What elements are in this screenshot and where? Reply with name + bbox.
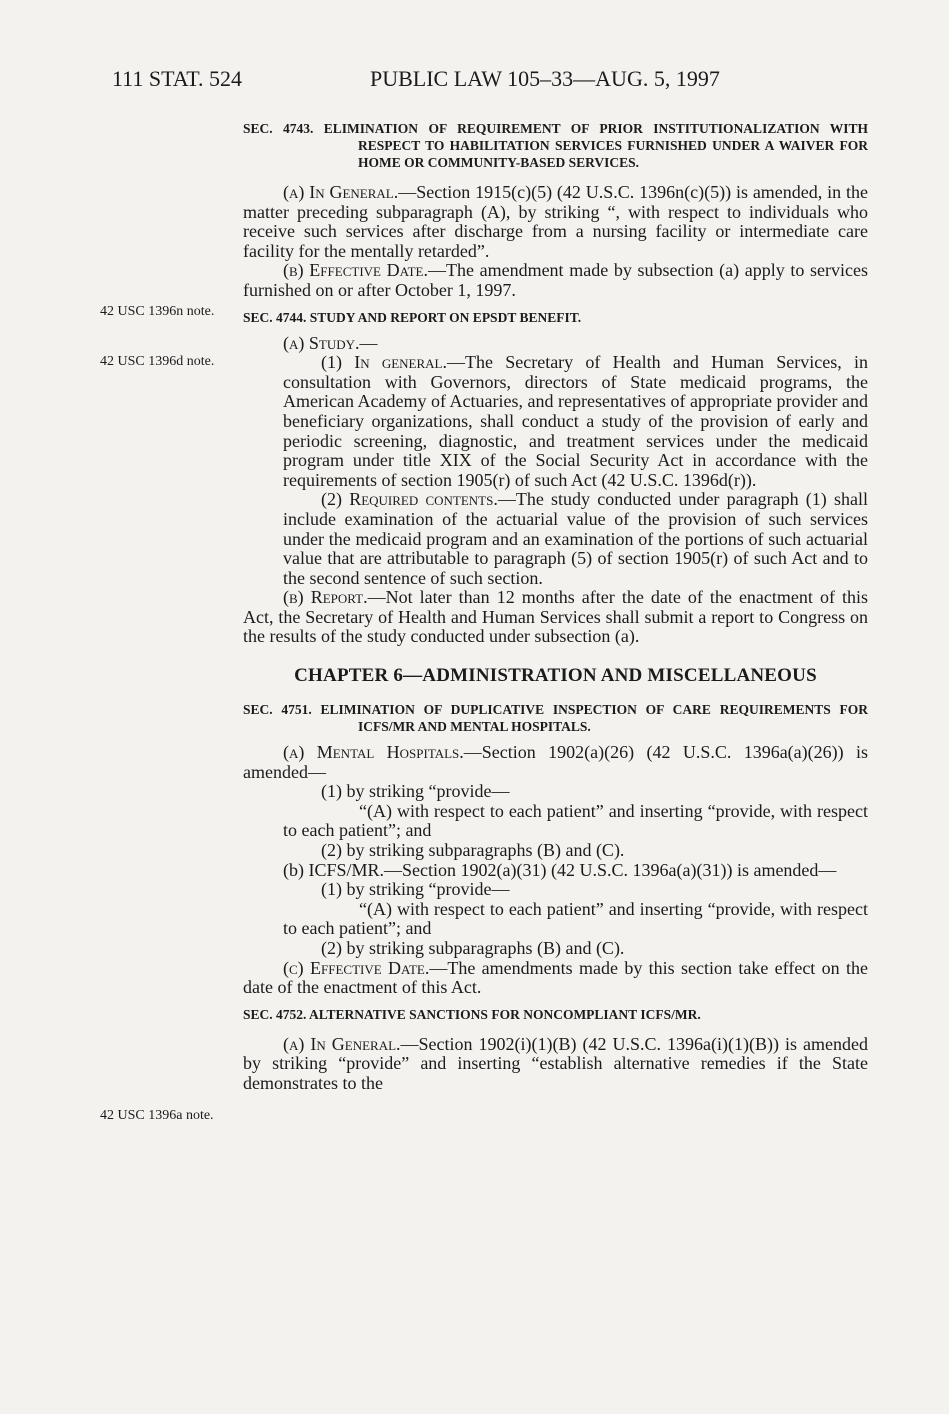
paragraph-text: —The study conducted under paragraph (1) shall include examination of the actuarial value of the provision of such services under the medicaid program and an examination of the portions of such actuarial value that are attributable to paragraph (5) of section 1905(r) of such Act and to the second sentence of such section. bbox=[283, 489, 868, 588]
page-stat-header: 111 STAT. 524 bbox=[112, 66, 243, 91]
section-4752-subsection-a bbox=[243, 1035, 868, 1094]
subsection-text: — bbox=[359, 332, 378, 353]
section-4751-heading: SEC. 4751. ELIMINATION OF DUPLICATIVE INSPECTION OF CARE REQUIREMENTS FOR ICFS/MR AND MENTAL HOSPITALS. bbox=[243, 702, 868, 735]
paragraph-text: —The Secretary of Health and Human Services, in consultation with Governors, directors of State medicaid programs, the American Academy of Actuaries, and representatives of appropriate provider and beneficiary organizations, shall conduct a study of the provision of early and periodic screening, diagnostic, and treatment services under the medicaid program under title XIX of the Social Security Act in accordance with the requirements of section 1905(r) of such Act (42 U.S.C. 1396d(r)). bbox=[283, 352, 869, 490]
subsection-label: (c) Effective Date. bbox=[283, 957, 430, 978]
subsection-label: (a) Study. bbox=[283, 332, 360, 353]
subsection-text: —Section 1915(c)(5) (42 U.S.C. 1396n(c)(5)) is amended, in the matter preceding subparagraph (A), by striking “, with respect to individuals who receive such services after discharge from a nursing facility or intermediate care facility for the mentally retarded”. bbox=[243, 182, 868, 261]
section-4744-heading: SEC. 4744. STUDY AND REPORT ON EPSDT BENEFIT. bbox=[243, 309, 582, 325]
section-4744-subsection-a bbox=[243, 334, 868, 354]
margin-note-1396d: 42 USC 1396d note. bbox=[100, 354, 215, 369]
section-4751-a-paragraph-1: (1) by striking “provide— bbox=[321, 781, 510, 802]
paragraph-label: (2) Required contents. bbox=[321, 489, 498, 510]
section-4751-subsection-a bbox=[243, 743, 868, 782]
subsection-text: —Section 1902(a)(26) (42 U.S.C. 1396a(a)(26)) is amended— bbox=[243, 742, 869, 782]
subsection-label: (a) In General. bbox=[283, 182, 399, 202]
subsection-label: (b) Effective Date. bbox=[283, 260, 428, 281]
margin-note-1396n: 42 USC 1396n note. bbox=[100, 304, 215, 319]
subsection-text: —Section 1902(a)(31) (42 U.S.C. 1396a(a)(31)) is amended— bbox=[384, 859, 837, 880]
subsection-label: (a) In General. bbox=[283, 1033, 401, 1054]
subsection-label: (b) Report. bbox=[283, 587, 368, 608]
subsection-text: —Section 1902(i)(1)(B) (42 U.S.C. 1396a(i)(1)(B)) is amended by striking “provide” and inserting “establish alternative remedies if the State demonstrates to the bbox=[243, 1033, 868, 1093]
section-4752-heading: SEC. 4752. ALTERNATIVE SANCTIONS FOR NONCOMPLIANT ICFS/MR. bbox=[243, 1006, 701, 1022]
section-4751-subsection-b bbox=[243, 861, 868, 881]
main-column bbox=[243, 120, 868, 1094]
section-4744-subsection-b bbox=[243, 588, 868, 647]
section-4751-a-paragraph-2: (2) by striking subparagraphs (B) and (C). bbox=[321, 840, 625, 861]
subsection-text: —Not later than 12 months after the date of the enactment of this Act, the Secretary of Health and Human Services shall submit a report to Congress on the results of the study conducted under subsection (a). bbox=[243, 587, 868, 647]
margin-note-1396a: 42 USC 1396a note. bbox=[100, 1108, 214, 1123]
section-4743-subsection-a bbox=[243, 183, 868, 261]
chapter-heading: CHAPTER 6—ADMINISTRATION AND MISCELLANEOUS bbox=[294, 665, 817, 687]
subsection-text: —The amendments made by this section take effect on the date of the enactment of this Act. bbox=[243, 957, 868, 998]
subsection-label: (a) Mental Hospitals. bbox=[283, 742, 464, 763]
section-4744-paragraph-2 bbox=[243, 490, 868, 588]
subsection-text: —The amendment made by subsection (a) apply to services furnished on or after October 1, 1997. bbox=[243, 260, 868, 300]
section-4743-subsection-b bbox=[243, 261, 868, 300]
public-law-header: PUBLIC LAW 105–33—AUG. 5, 1997 bbox=[370, 66, 720, 91]
section-4751-b-paragraph-1: (1) by striking “provide— bbox=[321, 879, 510, 900]
section-4751-b-subparagraph-A: “(A) with respect to each patient” and inserting “provide, with respect to each patient”; and bbox=[283, 898, 868, 939]
section-4743-heading: SEC. 4743. ELIMINATION OF REQUIREMENT OF PRIOR INSTITUTIONALIZATION WITH RESPECT TO HABILITATION SERVICES FURNISHED UNDER A WAIVER FOR HOME OR COMMUNITY-BASED SERVICES. bbox=[243, 121, 868, 170]
section-4744-paragraph-1 bbox=[243, 353, 868, 490]
section-4751-a-subparagraph-A: “(A) with respect to each patient” and inserting “provide, with respect to each patient”; and bbox=[283, 800, 868, 841]
section-4751-b-paragraph-2: (2) by striking subparagraphs (B) and (C). bbox=[321, 938, 625, 958]
paragraph-label: (1) In general. bbox=[321, 352, 447, 373]
section-4751-subsection-c bbox=[243, 959, 868, 998]
subsection-label: (b) ICFS/MR. bbox=[283, 859, 385, 880]
